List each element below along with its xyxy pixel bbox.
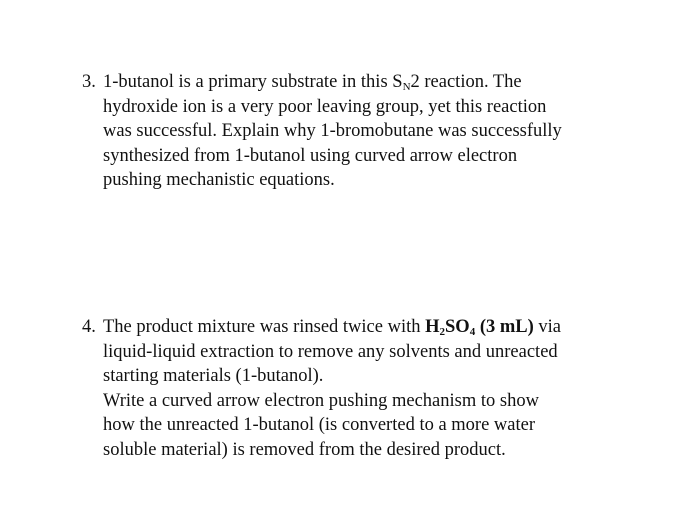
- question-4-line-5: how the unreacted 1-butanol (is converted to a more water: [103, 415, 536, 435]
- question-3-number: 3.: [82, 72, 96, 92]
- question-4-number: 4.: [82, 317, 96, 337]
- question-4-line-4: Write a curved arrow electron pushing mechanism to show: [103, 390, 539, 411]
- question-4-line-2: liquid-liquid extraction to remove any solvents and unreacted: [103, 341, 558, 362]
- question-3-line-1-part-a: 1-butanol is a primary substrate in this S: [103, 72, 403, 92]
- formula-subscript-2: 2: [439, 326, 446, 338]
- formula-so: SO: [445, 317, 470, 337]
- question-4-line-3: starting materials (1-butanol).: [103, 366, 324, 386]
- question-3-line-5: pushing mechanistic equations.: [103, 170, 335, 190]
- question-4-line-6: soluble material) is removed from the desired product.: [103, 439, 506, 460]
- acid-volume: (3 mL): [475, 317, 534, 337]
- formula-h: H: [425, 317, 440, 337]
- sulfuric-acid-formula: [425, 317, 534, 337]
- question-3-line-1: [103, 70, 672, 95]
- question-4-text: [103, 315, 672, 462]
- question-3: [82, 70, 672, 193]
- question-3-line-4: synthesized from 1-butanol using curved arrow electron: [103, 145, 518, 166]
- question-4-line-1: [103, 315, 672, 340]
- formula-subscript-4: 4: [469, 326, 476, 338]
- question-4: [82, 315, 672, 462]
- question-3-line-2: hydroxide ion is a very poor leaving group, yet this reaction: [103, 96, 547, 117]
- sn2-subscript-n: N: [402, 81, 411, 93]
- question-3-text: [103, 70, 672, 193]
- question-3-line-1-part-b: 2 reaction. The: [410, 72, 522, 92]
- question-4-line-1-part-b: via: [533, 317, 562, 337]
- question-3-line-3: was successful. Explain why 1-bromobutane was successfully: [103, 121, 562, 141]
- question-4-line-1-part-a: The product mixture was rinsed twice with: [103, 317, 426, 337]
